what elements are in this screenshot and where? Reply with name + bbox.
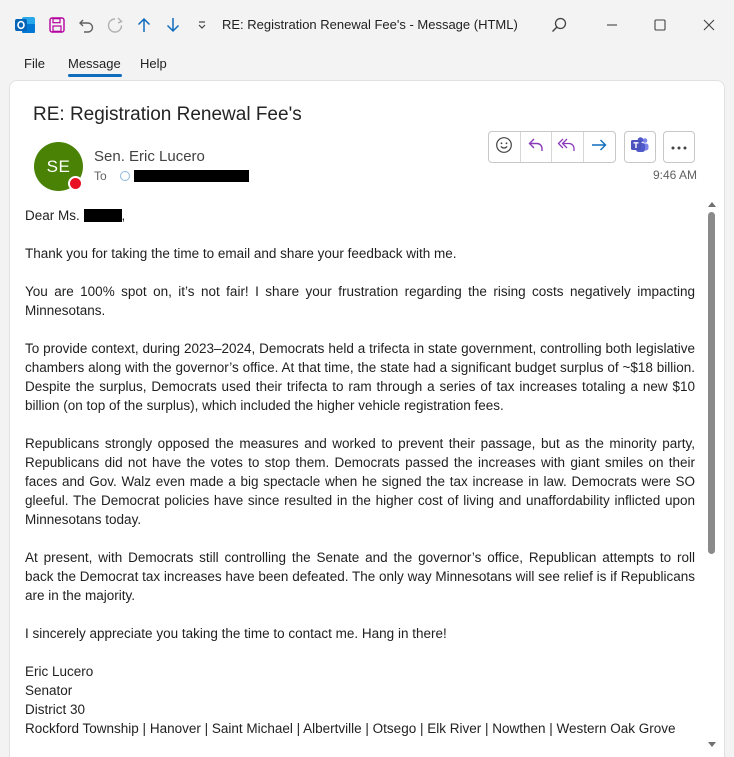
forward-button[interactable] [584, 132, 615, 162]
reply-icon [527, 136, 545, 159]
message-body [25, 206, 695, 746]
sender-name[interactable]: Sen. Eric Lucero [94, 148, 205, 165]
greeting-suffix: , [121, 208, 126, 223]
greeting [25, 206, 695, 225]
scroll-thumb[interactable] [708, 212, 715, 554]
search-icon[interactable] [544, 10, 574, 40]
greeting-prefix: Dear Ms. [25, 208, 80, 223]
title-bar [0, 0, 734, 50]
more-icon [670, 138, 688, 156]
reply-all-button[interactable] [552, 132, 584, 162]
body-paragraph: To provide context, during 2023–2024, Democrats held a trifecta in state government, controlling both legislative chambers along with the governor’s office. At that time, the state had a significant budget surplus of ~$18 billion. Despite the surplus, Democrats used their trifecta to ram through a series of tax increases totaling a new $10 billion (on top of the surplus), which included the higher vehicle registration fees. [25, 341, 695, 413]
message-pane [9, 80, 725, 757]
body-paragraph: At present, with Democrats still controlling the Senate and the governor’s office, Republican attempts to roll back the Democrat tax increases have been defeated. The only way Minnesotans will see relief is if Republicans are in the majority. [25, 550, 695, 603]
arrow-up-icon[interactable] [131, 12, 157, 38]
body-paragraph: I sincerely appreciate you taking the time to contact me. Hang in there! [25, 626, 447, 641]
body-paragraph: You are 100% spot on, it’s not fair! I share your frustration regarding the rising costs negatively impacting Minnesotans. [25, 284, 695, 318]
react-button[interactable] [489, 132, 521, 162]
message-subject: RE: Registration Renewal Fee's [33, 104, 302, 125]
teams-icon [630, 136, 650, 159]
customize-toolbar-icon[interactable] [189, 12, 215, 38]
scroll-down-arrow-icon[interactable] [707, 740, 717, 750]
active-tab-indicator [68, 74, 122, 77]
signature-areas: Rockford Township | Hanover | Saint Michael | Albertville | Otsego | Elk River | Nowthen | Western Oak Grove [25, 721, 676, 736]
reply-all-icon [557, 136, 577, 159]
signature-title: Senator [25, 683, 73, 698]
recipient-row [94, 168, 249, 184]
teams-chat-button[interactable] [624, 131, 656, 163]
avatar-initials: SE [46, 156, 71, 176]
menu-message[interactable]: Message [68, 56, 121, 71]
to-label: To [94, 169, 107, 183]
received-time: 9:46 AM [653, 168, 698, 182]
arrow-down-icon[interactable] [160, 12, 186, 38]
body-paragraph: Thank you for taking the time to email and share your feedback with me. [25, 246, 457, 261]
menu-file[interactable]: File [24, 56, 45, 71]
reply-button[interactable] [521, 132, 553, 162]
forward-icon [590, 136, 608, 159]
redacted-recipient [134, 170, 249, 182]
body-paragraph: Republicans strongly opposed the measures and worked to prevent their passage, but as the minority party, Republicans did not have the votes to stop them. Democrats passed the increases with giant smiles on their faces and Gov. Walz even made a big spectacle when he signed the tax increase in law. Democrats were SO gleeful. The Democrat policies have since resulted in the higher cost of living and unaffordability inflicted upon Minnesotans today. [25, 436, 695, 527]
signature-district: District 30 [25, 702, 86, 717]
presence-busy-icon [68, 176, 83, 191]
window-title: RE: Registration Renewal Fee's - Message (HTML) [222, 17, 518, 32]
emoji-icon [495, 136, 513, 159]
recipient-presence-icon [120, 171, 130, 181]
redacted-name [84, 209, 122, 222]
minimize-icon[interactable] [597, 10, 627, 40]
vertical-scrollbar[interactable] [706, 199, 718, 752]
message-actions [488, 131, 616, 163]
outlook-icon[interactable] [12, 12, 38, 38]
more-actions-button[interactable] [663, 131, 695, 163]
signature-name: Eric Lucero [25, 664, 94, 679]
scroll-up-arrow-icon[interactable] [707, 199, 717, 209]
signature [25, 662, 695, 738]
undo-icon[interactable] [73, 12, 99, 38]
menu-help[interactable]: Help [140, 56, 167, 71]
close-icon[interactable] [694, 10, 724, 40]
redo-icon[interactable] [102, 12, 128, 38]
save-icon[interactable] [44, 12, 70, 38]
maximize-icon[interactable] [645, 10, 675, 40]
